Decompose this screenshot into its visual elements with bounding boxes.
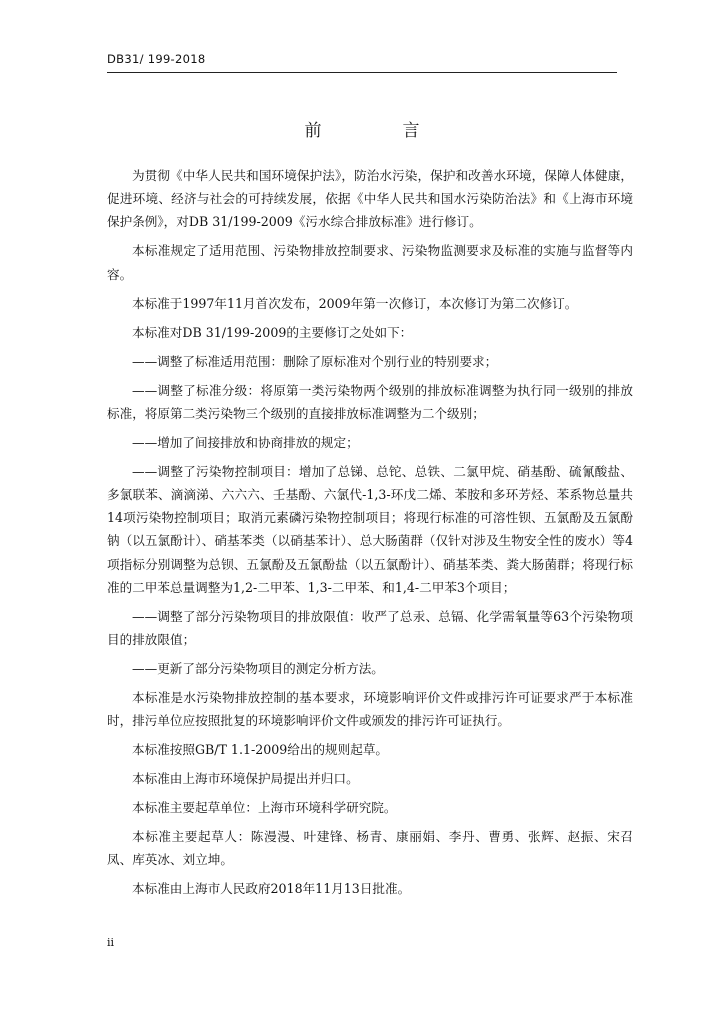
header-divider xyxy=(107,72,617,73)
page-title: 前 言 xyxy=(304,121,452,141)
paragraph: 本标准主要起草单位：上海市环境科学研究院。 xyxy=(132,800,397,816)
body-text xyxy=(107,164,633,906)
paragraph: 本标准是水污染物排放控制的基本要求，环境影响评价文件或排污许可证要求严于本标准时，排污单位应按照批复的环境影响评价文件或颁发的排污许可证执行。 xyxy=(107,690,633,729)
document-code: DB31/ 199-2018 xyxy=(107,52,206,66)
list-item: ——调整了标准分级：将原第一类污染物两个级别的排放标准调整为执行同一级别的排放标准，将原第二类污染物三个级别的直接排放标准调整为二个级别； xyxy=(107,382,633,421)
paragraph: 本标准规定了适用范围、污染物排放控制要求、污染物监测要求及标准的实施与监督等内容。 xyxy=(107,243,633,282)
paragraph: 本标准由上海市人民政府2018年11月13日批准。 xyxy=(132,881,411,897)
paragraph: 本标准主要起草人：陈漫漫、叶建锋、杨青、康丽娟、李丹、曹勇、张辉、赵振、宋召凤、库英冰、刘立坤。 xyxy=(107,829,633,868)
list-item: ——调整了污染物控制项目：增加了总锑、总铊、总铁、二氯甲烷、硝基酚、硫氰酸盐、多氯联苯、滴滴涕、六六六、壬基酚、六氯代-1,3-环戊二烯、苯胺和多环芳烃、苯系物总量共14项污染物控制项目；取消元素磷污染物控制项目；将现行标准的可溶性钡、五氯酚及五氯酚钠（以五氯酚计）、硝基苯类（以硝基苯计）、总大肠菌群（仅针对涉及生物安全性的废水）等4项指标分别调整为总钡、五氯酚及五氯酚盐（以五氯酚计）、硝基苯类、粪大肠菌群；将现行标准的二甲苯总量调整为1,2-二甲苯、1,3-二甲苯、和1,4-二甲苯3个项目； xyxy=(107,463,633,595)
list-item: ——增加了间接排放和协商排放的规定； xyxy=(132,434,359,450)
list-item: ——调整了部分污染物项目的排放限值：收严了总汞、总镉、化学需氧量等63个污染物项目的排放限值； xyxy=(107,608,633,648)
paragraph: 本标准对DB 31/199-2009的主要修订之处如下： xyxy=(132,324,413,340)
paragraph: 本标准由上海市环境保护局提出并归口。 xyxy=(132,771,359,787)
paragraph: 本标准按照GB/T 1.1-2009给出的规则起草。 xyxy=(132,742,389,758)
paragraph: 本标准于1997年11月首次发布，2009年第一次修订，本次修订为第二次修订。 xyxy=(132,295,578,311)
paragraph: 为贯彻《中华人民共和国环境保护法》，防治水污染，保护和改善水环境，保障人体健康，促进环境、经济与社会的可持续发展，依据《中华人民共和国水污染防治法》和《上海市环境保护条例》，对DB 31/199-2009《污水综合排放标准》进行修订。 xyxy=(107,168,633,230)
page-number: ii xyxy=(107,936,115,949)
list-item: ——更新了部分污染物项目的测定分析方法。 xyxy=(132,661,384,677)
list-item: ——调整了标准适用范围：删除了原标准对个别行业的特别要求； xyxy=(132,353,498,369)
